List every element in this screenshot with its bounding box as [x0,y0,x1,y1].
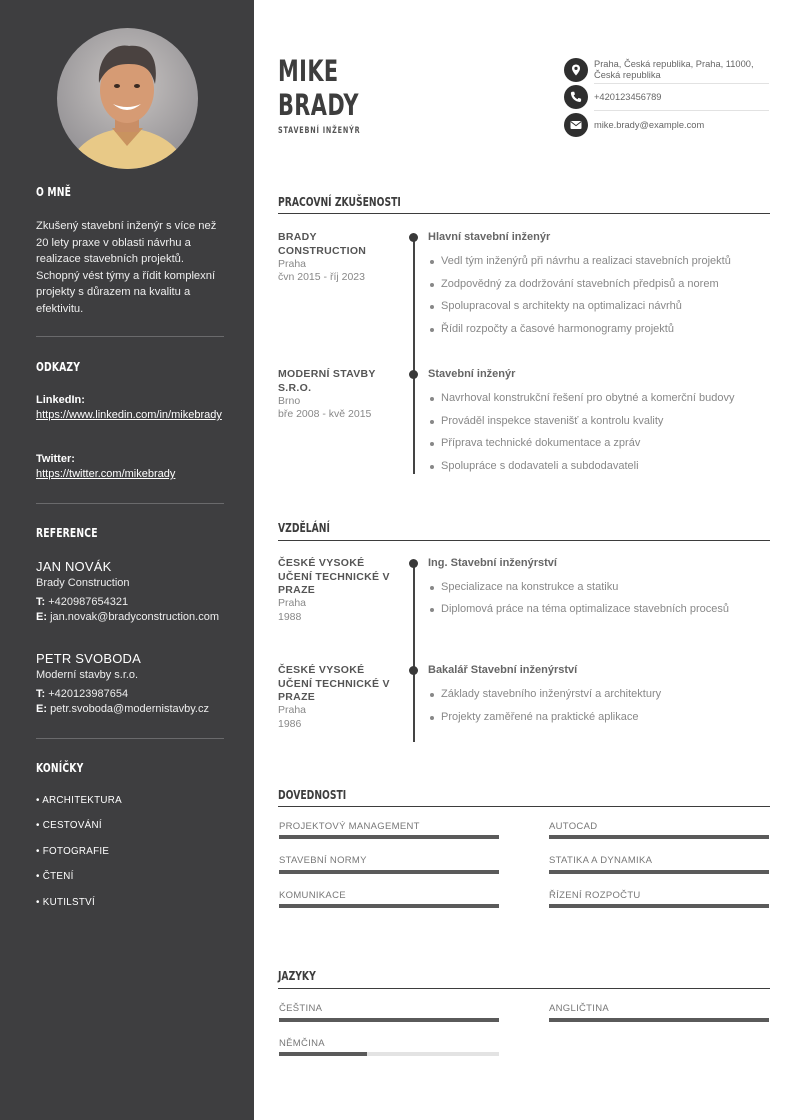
education-bullet: Projekty zaměřené na praktické aplikace [441,711,639,723]
skill-bar [549,835,769,839]
section-rule [278,806,770,807]
experience-bullet: Prováděl inspekce stavenišť a kontrolu kvality [441,415,664,427]
references-heading: REFERENCE [36,525,98,540]
skill-label: ŘÍZENÍ ROZPOČTU [549,890,641,901]
skill-bar-fill [549,870,769,874]
timeline-line [413,236,415,474]
education-year: 1988 [278,611,302,623]
skill-bar [279,904,499,908]
education-school: ČESKÉ VYSOKÉ UČENÍ TECHNICKÉ V PRAZE [278,664,390,703]
divider [36,336,224,337]
reference-name: PETR SVOBODA [36,651,141,666]
skill-bar-fill [549,904,769,908]
reference-phone-value: +420987654321 [48,596,129,608]
timeline-dot [409,666,418,675]
experience-org: MODERNÍ STAVBY S.R.O. [278,368,376,394]
education-bullet: Specializace na konstrukce a statiku [441,581,619,593]
reference-name: JAN NOVÁK [36,559,112,574]
about-text: Zkušený stavební inženýr s více než 20 lety praxe v oblasti návrhu a realizace stavebních projektů. Schopný vést týmy a řídit komplexní projekty s důrazem na kvalitu a efektivitu. [36,220,217,315]
languages-heading: JAZYKY [278,968,316,983]
phone-label: T: [36,596,46,608]
skill-bar [279,870,499,874]
language-bar [279,1018,499,1022]
timeline-dot [409,233,418,242]
reference-phone [36,687,228,702]
education-city: Praha [278,597,307,609]
language-bar [279,1052,499,1056]
language-bar [549,1018,769,1022]
skills-heading: DOVEDNOSTI [278,787,347,802]
reference-company: Moderní stavby s.r.o. [36,669,139,681]
sidebar [0,0,254,1120]
skill-bar [549,870,769,874]
linkedin-label: LinkedIn: [36,394,85,406]
contact-email: mike.brady@example.com [594,120,705,130]
timeline-dot [409,370,418,379]
skill-bar [549,904,769,908]
phone-icon [564,85,588,109]
skill-label: AUTOCAD [549,821,598,832]
divider [594,83,769,84]
first-name: MIKE [278,54,339,88]
divider [36,738,224,739]
section-rule [278,988,770,989]
experience-dates: čvn 2015 - říj 2023 [278,271,365,283]
profile-photo [57,28,198,169]
reference-phone-value: +420123987654 [48,688,129,700]
skill-bar-fill [279,870,499,874]
skill-bar [279,835,499,839]
reference-email [36,702,228,717]
skill-label: STAVEBNÍ NORMY [279,855,367,866]
experience-bullet: Příprava technické dokumentace a zpráv [441,437,641,449]
education-degree: Bakalář Stavební inženýrství [428,664,578,676]
last-name: BRADY [278,88,359,122]
hobby-item: • ARCHITEKTURA [36,795,123,806]
twitter-label: Twitter: [36,453,75,465]
reference-phone [36,595,228,610]
language-bar-fill [279,1052,367,1056]
hobby-item: • FOTOGRAFIE [36,846,110,857]
education-school: ČESKÉ VYSOKÉ UČENÍ TECHNICKÉ V PRAZE [278,557,390,596]
phone-label: T: [36,688,46,700]
reference-email-value: jan.novak@bradyconstruction.com [50,611,219,623]
experience-role: Stavební inženýr [428,368,516,380]
hobby-item: • ČTENÍ [36,871,74,882]
education-bullet: Diplomová práce na téma optimalizace stavebních procesů [441,603,729,615]
skill-bar-fill [279,904,499,908]
skill-label: PROJEKTOVÝ MANAGEMENT [279,821,420,832]
skill-label: STATIKA A DYNAMIKA [549,855,653,866]
divider [36,503,224,504]
skill-bar-fill [549,835,769,839]
experience-bullet: Řídil rozpočty a časové harmonogramy projektů [441,323,674,335]
skill-label: KOMUNIKACE [279,890,346,901]
experience-heading: PRACOVNÍ ZKUŠENOSTI [278,194,401,209]
hobby-item: • CESTOVÁNÍ [36,820,102,831]
education-bullet: Základy stavebního inženýrství a architektury [441,688,662,700]
twitter-link[interactable]: https://twitter.com/mikebrady [36,468,176,480]
job-title: STAVEBNÍ INŽENÝR [278,126,361,136]
experience-bullet: Vedl tým inženýrů při návrhu a realizaci stavebních projektů [441,255,731,267]
location-icon [564,58,588,82]
experience-dates: bře 2008 - kvě 2015 [278,408,372,420]
about-heading: O MNĚ [36,184,72,199]
email-label: E: [36,611,47,623]
timeline-dot [409,559,418,568]
language-label: ANGLIČTINA [549,1003,610,1014]
experience-bullet: Spolupracoval s architekty na optimalizaci návrhů [441,300,682,312]
experience-role: Hlavní stavební inženýr [428,231,551,243]
language-label: ČEŠTINA [279,1003,323,1014]
education-city: Praha [278,704,307,716]
education-degree: Ing. Stavební inženýrství [428,557,557,569]
experience-bullet: Navrhoval konstrukční řešení pro obytné a komerční budovy [441,392,735,404]
section-rule [278,213,770,214]
experience-bullet: Spolupráce s dodavateli a subdodavateli [441,460,639,472]
hobbies-heading: KONÍČKY [36,760,84,775]
email-label: E: [36,703,47,715]
email-icon [564,113,588,137]
reference-email [36,610,228,625]
timeline-line [413,562,415,742]
contact-phone: +420123456789 [594,92,662,102]
experience-city: Praha [278,258,307,270]
section-rule [278,540,770,541]
experience-bullet: Zodpovědný za dodržování stavebních předpisů a norem [441,278,719,290]
language-bar-fill [279,1018,499,1022]
contact-address: Praha, Česká republika, Praha, 11000, Česká republika [594,59,754,80]
experience-org: BRADY CONSTRUCTION [278,231,367,257]
linkedin-link[interactable]: https://www.linkedin.com/in/mikebrady [36,409,222,421]
education-heading: VZDĚLÁNÍ [278,520,330,535]
links-heading: ODKAZY [36,359,81,374]
language-bar-fill [549,1018,769,1022]
skill-bar-fill [279,835,499,839]
language-label: NĚMČINA [279,1038,325,1049]
hobby-item: • KUTILSTVÍ [36,897,95,908]
reference-company: Brady Construction [36,577,130,589]
divider [594,110,769,111]
experience-city: Brno [278,395,301,407]
education-year: 1986 [278,718,302,730]
reference-email-value: petr.svoboda@modernistavby.cz [50,703,209,715]
